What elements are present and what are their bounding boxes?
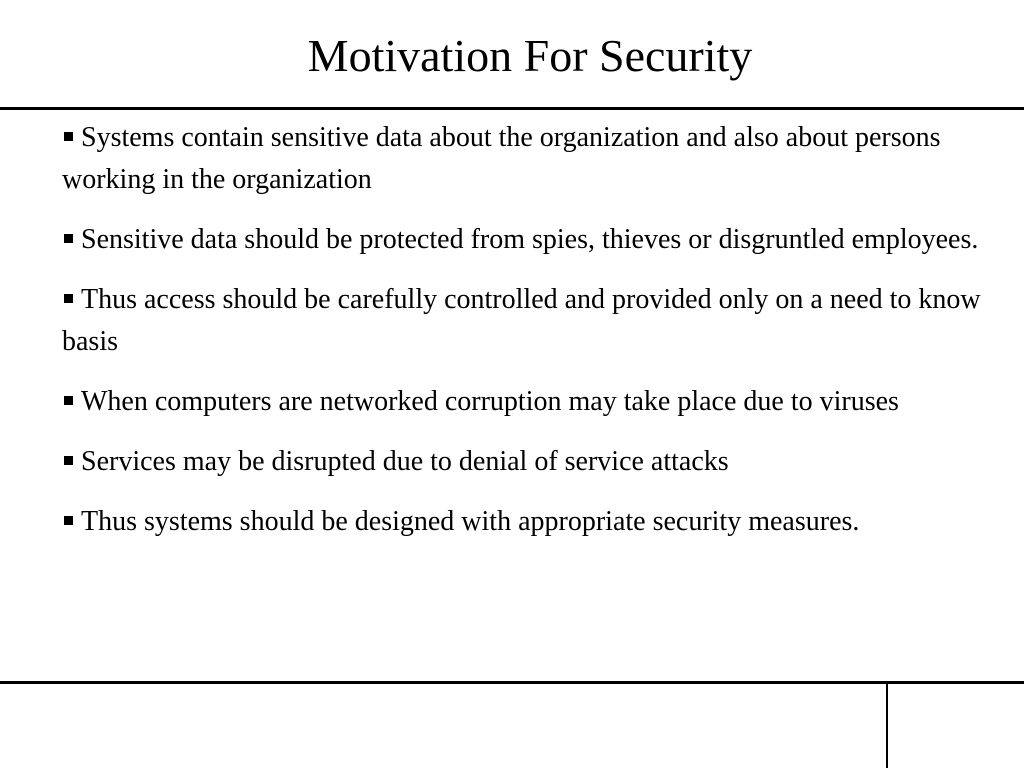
square-bullet-icon xyxy=(64,456,73,465)
square-bullet-icon xyxy=(64,234,73,243)
bullet-item xyxy=(62,501,982,543)
bullet-item xyxy=(62,117,982,201)
bullet-item xyxy=(62,381,982,423)
title-divider xyxy=(0,107,1024,110)
square-bullet-icon xyxy=(64,396,73,405)
slide-title: Motivation For Security xyxy=(307,30,753,81)
footer-vertical-divider xyxy=(886,684,888,768)
square-bullet-icon xyxy=(64,516,73,525)
bullet-text: Sensitive data should be protected from spies, thieves or disgruntled employees. xyxy=(81,224,979,255)
footer-divider xyxy=(0,681,1024,684)
bullet-text: Systems contain sensitive data about the organization and also about persons working in the organization xyxy=(62,122,941,195)
bullet-item xyxy=(62,219,982,261)
bullet-text: Services may be disrupted due to denial of service attacks xyxy=(81,446,729,477)
bullet-text: Thus systems should be designed with appropriate security measures. xyxy=(81,506,860,537)
bullet-text: When computers are networked corruption may take place due to viruses xyxy=(81,386,899,417)
bullet-text: Thus access should be carefully controlled and provided only on a need to know basis xyxy=(62,284,981,357)
bullet-list xyxy=(62,117,982,561)
bullet-item xyxy=(62,441,982,483)
square-bullet-icon xyxy=(64,294,73,303)
square-bullet-icon xyxy=(64,132,73,141)
bullet-item xyxy=(62,279,982,363)
